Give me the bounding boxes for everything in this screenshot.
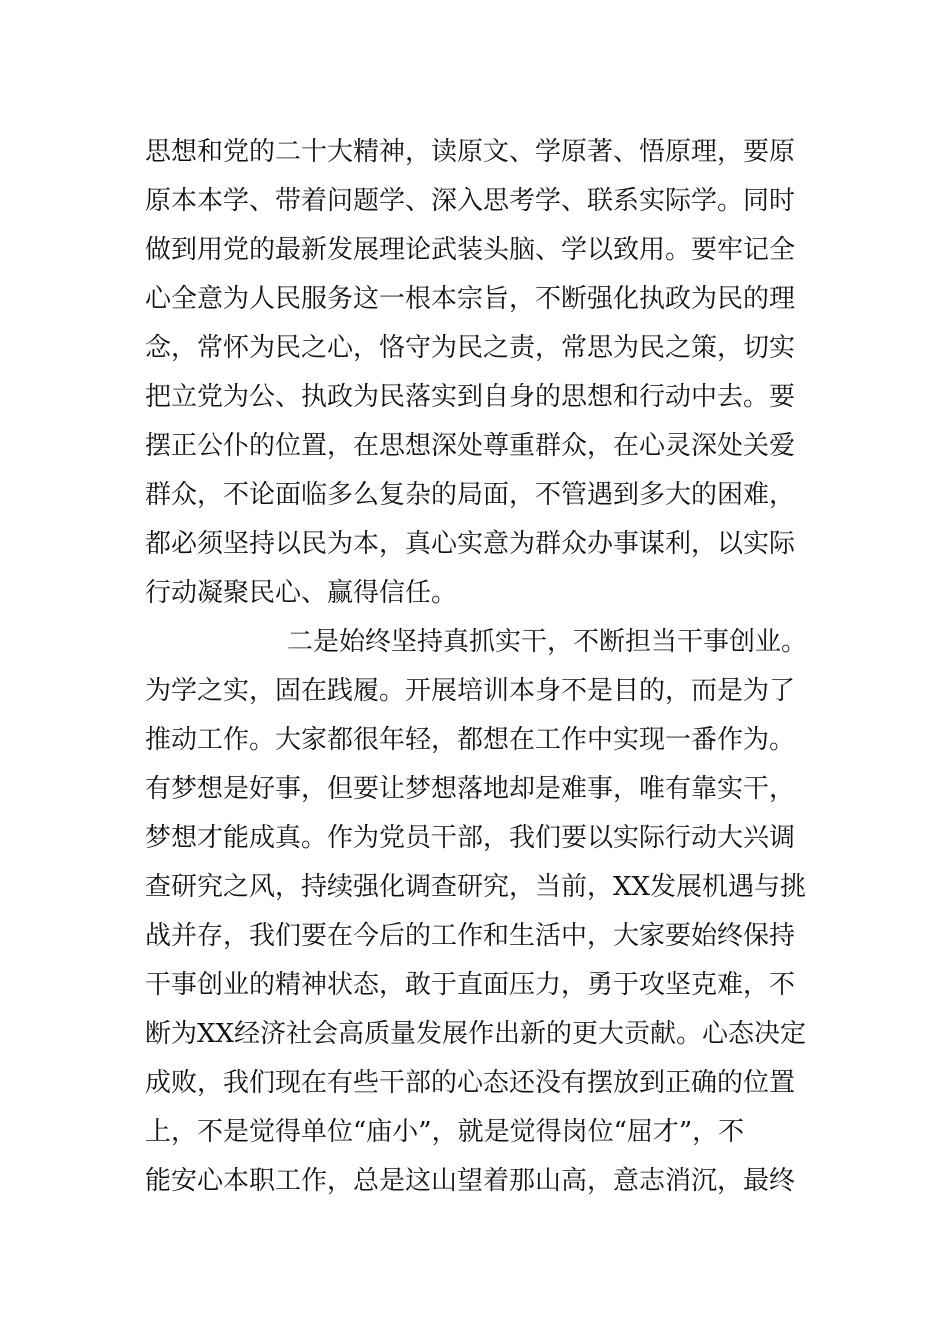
- text-line: 干事创业的精神状态，敢于直面压力，勇于攻坚克难，不: [145, 970, 796, 1000]
- text-line: 为学之实，固在践履。开展培训本身不是目的，而是为了: [145, 676, 796, 706]
- text-line: 念，常怀为民之心，恪守为民之责，常思为民之策，切实: [145, 333, 796, 363]
- text-line: 行动凝聚民心、赢得信任。: [145, 578, 458, 608]
- text-line: 上，不是觉得单位“庙小”，就是觉得岗位“屈才”，不: [145, 1117, 745, 1147]
- text-line: 摆正公仆的位置，在思想深处尊重群众，在心灵深处关爱: [145, 431, 796, 461]
- text-line: 群众，不论面临多么复杂的局面，不管遇到多大的困难，: [145, 480, 796, 510]
- text-line: 思想和党的二十大精神，读原文、学原著、悟原理，要原: [145, 137, 796, 167]
- text-line: 心全意为人民服务这一根本宗旨，不断强化执政为民的理: [145, 284, 796, 314]
- text-line: 做到用党的最新发展理论武装头脑、学以致用。要牢记全: [145, 235, 796, 265]
- text-line: 查研究之风，持续强化调查研究，当前，XX发展机遇与挑: [145, 872, 807, 902]
- text-line: 战并存，我们要在今后的工作和生活中，大家要始终保持: [145, 921, 796, 951]
- text-line: 能安心本职工作，总是这山望着那山高，意志消沉，最终: [145, 1166, 796, 1196]
- text-line: 原本本学、带着问题学、深入思考学、联系实际学。同时: [145, 186, 796, 216]
- text-line: 成败，我们现在有些干部的心态还没有摆放到正确的位置: [145, 1068, 796, 1098]
- text-line: 有梦想是好事，但要让梦想落地却是难事，唯有靠实干，: [145, 774, 796, 804]
- body-text: [145, 128, 810, 1206]
- text-line: 梦想才能成真。作为党员干部，我们要以实际行动大兴调: [145, 823, 796, 853]
- text-line: 把立党为公、执政为民落实到自身的思想和行动中去。要: [145, 382, 796, 412]
- text-line: 断为XX经济社会高质量发展作出新的更大贡献。心态决定: [145, 1019, 807, 1049]
- text-line: 都必须坚持以民为本，真心实意为群众办事谋利，以实际: [145, 529, 796, 559]
- text-line: 推动工作。大家都很年轻，都想在工作中实现一番作为。: [145, 725, 796, 755]
- section-heading-line: 二是始终坚持真抓实干，不断担当干事创业。: [287, 627, 808, 657]
